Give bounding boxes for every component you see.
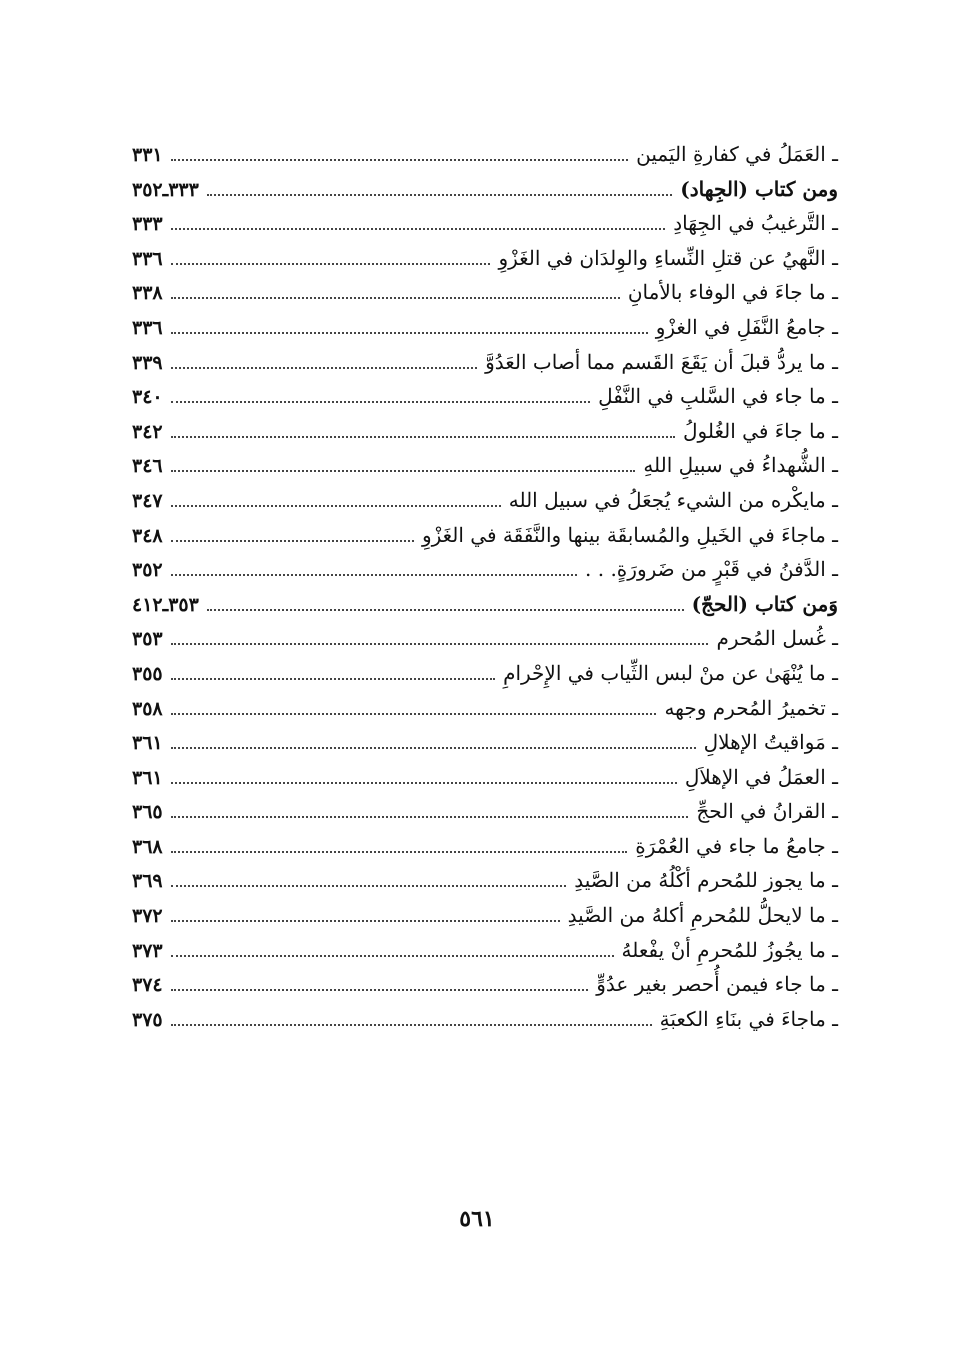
toc-dot-leader [171,159,628,161]
toc-entry [132,725,838,760]
toc-entry-page: ٣٣٦ [132,247,163,270]
toc-dot-leader [171,297,620,299]
toc-entry [132,829,838,864]
toc-dot-leader [171,920,560,922]
toc-dot-leader [171,955,614,957]
toc-entry-page: ٣٥٢ [132,559,163,582]
toc-entry [132,275,838,310]
toc-entry [132,241,838,276]
toc-dot-leader [171,851,628,853]
toc-entry-title: ـ الشُّهداءُ في سبيلِ اللهِ [643,453,838,478]
toc-entry [132,206,838,241]
toc-entry [132,379,838,414]
toc-dot-leader [171,747,696,749]
toc-entry-page: ٣٥٨ [132,697,163,720]
toc-entry-title: ـ ما جاءَ في الوفاء بالأمانِ [627,280,838,305]
toc-dot-leader [171,885,567,887]
toc-section-heading [132,587,838,622]
toc-entry-title: ـ جامعُ النَّفَلِ في الغزْوِ [655,314,838,339]
toc-dot-leader [171,643,709,645]
toc-dot-leader [171,332,648,334]
toc-dot-leader [171,540,414,542]
toc-entry [132,898,838,933]
toc-dot-leader [207,194,672,196]
toc-entry-title: ـ ماجاءَ في بنَاءِ الكعبَةِ [659,1006,838,1031]
toc-entry-page: ٣٤٨ [132,524,163,547]
toc-entry-title: ـ تخميرُ المُحرم وجهه [664,695,838,720]
toc-dot-leader [171,574,577,576]
toc-entry [132,310,838,345]
toc-entry [132,345,838,380]
toc-entry-page: ٣٣٨ [132,282,163,305]
toc-entry-page: ٣٤٠ [132,386,163,409]
toc-entry [132,552,838,587]
table-of-contents [132,137,838,1036]
toc-entry [132,448,838,483]
toc-entry [132,621,838,656]
toc-entry-title: ـ ما يجوز للمُحرم أكْلُهُ من الصَّيدِ [574,868,838,893]
toc-dot-leader [207,609,684,611]
toc-dot-leader [171,401,591,403]
toc-entry-title: ومن كتاب (الجِهاد) [680,176,838,201]
toc-dot-leader [171,436,675,438]
toc-entry-page: ٣٣٦ [132,316,163,339]
toc-entry-title: ـ ما يردُّ قبلَ أن يَقَعَ القَسم مما أصاب العَدُوَّ [485,349,838,374]
toc-dot-leader [171,816,689,818]
toc-entry [132,933,838,968]
toc-entry [132,518,838,553]
toc-entry [132,794,838,829]
toc-entry [132,691,838,726]
toc-dot-leader [171,505,501,507]
toc-dot-leader [171,470,636,472]
toc-entry [132,656,838,691]
toc-entry-page: ٣٧٤ [132,974,163,997]
toc-entry-page: ٣٦٩ [132,870,163,893]
toc-entry-page: ٣٦١ [132,766,163,789]
toc-entry-title: ـ ما لايحلُّ للمُحرمِ أكلهُ من الصَّيدِ [567,903,838,928]
toc-entry-title: ـ مَواقيتُ الإهلالِ [703,730,838,755]
toc-entry-page: ٣٧٣ [132,939,163,962]
toc-entry-title: ـ القرانُ في الحجِّ [696,799,838,824]
toc-entry-title: ـ ما يجُوزُ للمُحرمِ أنْ يفْعلهُ [621,937,838,962]
toc-entry-page: ٣٥٣ـ٤١٢ [132,593,199,616]
toc-entry [132,760,838,795]
toc-entry-title: وَمن كتاب (الحجّ) [691,591,838,616]
toc-dot-leader [171,713,657,715]
toc-entry-title: ـ ماجاءَ في الخَيلِ والمُسابقَة بينها والنَّفَقَة في الغَزْوِ [421,522,838,547]
toc-entry-page: ٣٣٩ [132,351,163,374]
toc-entry-title: ـ الدَّفنُ في قَبْرٍ من ضَرورَةٍ. . . [585,557,838,582]
toc-entry-page: ٣٥٣ [132,628,163,651]
toc-dot-leader [171,367,477,369]
toc-entry [132,414,838,449]
toc-entry-title: ـ العمَلُ في الإهلاَلِ [684,764,838,789]
toc-entry [132,967,838,1002]
toc-dot-leader [171,1024,652,1026]
toc-entry-page: ٣٥٥ [132,662,163,685]
toc-dot-leader [171,989,589,991]
toc-entry-title: ـ مايكْره من الشيء يُجعَلُ في سبيل الله [508,487,838,512]
toc-entry-title: ـ النَّهيُ عن قتلِ النِّساءِ والوِلدَان في الغَزْوِ [498,245,838,270]
toc-entry-page: ٣٤٢ [132,420,163,443]
toc-entry [132,1002,838,1037]
toc-entry-page: ٣٧٥ [132,1008,163,1031]
toc-entry-page: ٣٣٣ـ٣٥٢ [132,178,199,201]
toc-entry-title: ـ غُسل المُحرم [716,626,838,651]
toc-entry-title: ـ جامعُ ما جاء في العُمْرَةِ [635,833,838,858]
toc-dot-leader [171,228,666,230]
toc-entry-title: ـ ما جاءَ في الغُلولُ [683,418,838,443]
toc-entry-title: ـ التَّرغيبُ في الجِهَادِ [673,211,838,236]
toc-dot-leader [171,782,677,784]
toc-entry-page: ٣٦٨ [132,835,163,858]
toc-entry-page: ٣٦١ [132,732,163,755]
toc-entry-title: ـ ما جاء فيمن أُحصر بغير عدُوٍّ [596,972,838,997]
toc-entry [132,137,838,172]
toc-entry-title: ـ ما جاء في السَّلبِ في النَّفْلِ [598,384,838,409]
toc-dot-leader [171,678,495,680]
toc-entry-page: ٣٤٧ [132,489,163,512]
toc-dot-leader [171,263,491,265]
toc-entry-page: ٣٣٣ [132,213,163,236]
toc-entry [132,483,838,518]
toc-entry-page: ٣٧٢ [132,905,163,928]
toc-entry-page: ٣٤٦ [132,455,163,478]
toc-entry-title: ـ ما يُنْهَىٰ عن منْ لبس الثِّياب في الإِحْرامِ [503,660,838,685]
toc-section-heading [132,172,838,207]
toc-entry-page: ٣٣١ [132,144,163,166]
toc-entry [132,863,838,898]
page-number: ٥٦١ [459,1206,495,1232]
toc-entry-page: ٣٦٥ [132,801,163,824]
toc-entry-title: ـ العَمَلُ في كفارةِ اليَمين [636,142,838,166]
